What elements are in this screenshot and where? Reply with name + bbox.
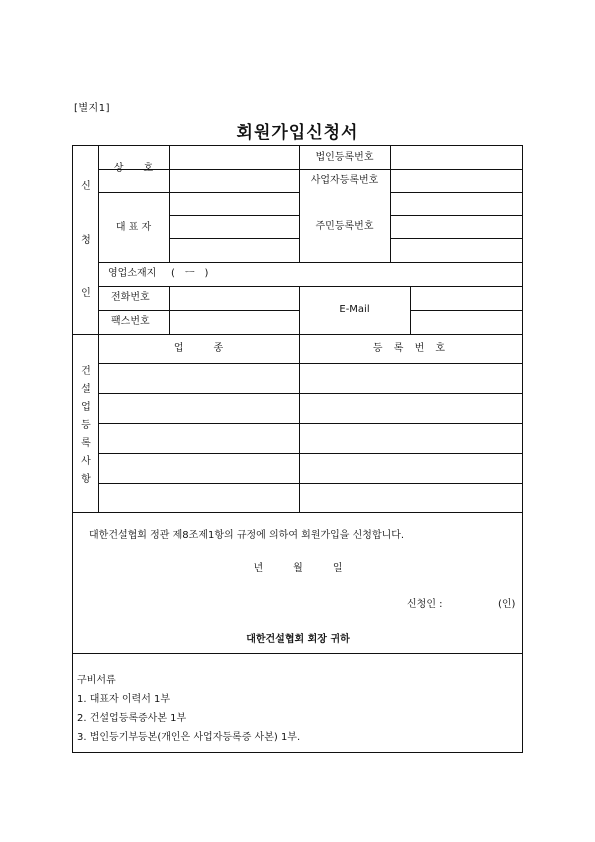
registration-side-label-3: 업	[81, 402, 91, 413]
industry-header: 업 종	[173, 343, 224, 354]
reg-no-field-2[interactable]	[300, 394, 522, 423]
office-address-label: 영업소재지	[108, 268, 157, 279]
phone-field[interactable]	[170, 287, 299, 310]
resident-reg-no-field[interactable]	[391, 193, 522, 262]
industry-field-1[interactable]	[99, 364, 299, 393]
applicant-signature-label: 신청인 :	[407, 599, 443, 610]
reg-no-field-1[interactable]	[300, 364, 522, 393]
registration-side-label-1: 건	[81, 366, 91, 377]
office-address-value: ( ㅡ )	[171, 268, 209, 279]
industry-field-4[interactable]	[99, 454, 299, 483]
business-reg-no-label: 사업자등록번호	[310, 175, 379, 186]
applicant-side-label-3: 인	[81, 288, 91, 299]
office-address-field[interactable]	[223, 263, 522, 286]
representative-field[interactable]	[170, 193, 299, 262]
resident-reg-no-label: 주민등록번호	[315, 221, 374, 232]
business-name-field[interactable]	[170, 147, 299, 192]
seal-mark: (인)	[498, 599, 516, 610]
business-reg-no-field[interactable]	[391, 170, 522, 192]
registration-side-label-2: 설	[81, 384, 91, 395]
corp-reg-no-field[interactable]	[391, 147, 522, 169]
rule-line	[73, 512, 523, 513]
industry-field-3[interactable]	[99, 424, 299, 453]
date-line: 년 월 일	[253, 563, 343, 574]
phone-label: 전화번호	[111, 292, 150, 303]
registration-side-label-7: 항	[81, 474, 91, 485]
reg-no-field-5[interactable]	[300, 484, 522, 512]
rule-line	[73, 334, 523, 335]
required-doc-item-3: 3. 법인등기부등본(개인은 사업자등록증 사본) 1부.	[77, 732, 301, 743]
industry-field-2[interactable]	[99, 394, 299, 423]
email-label: E-Mail	[339, 304, 370, 315]
reg-no-header: 등 록 번 호	[372, 343, 450, 354]
fax-label: 팩스번호	[111, 316, 150, 327]
fax-field[interactable]	[170, 311, 299, 334]
required-docs-heading: 구비서류	[77, 675, 116, 686]
addressee: 대한건설협회 회장 귀하	[246, 634, 350, 645]
email-field[interactable]	[411, 287, 522, 334]
rule-line	[73, 653, 523, 654]
application-form	[72, 145, 523, 753]
registration-side-label-6: 사	[81, 456, 91, 467]
business-name-label: 상 호	[113, 163, 154, 174]
reg-no-field-4[interactable]	[300, 454, 522, 483]
document-title: 회원가입신청서	[236, 123, 359, 143]
attachment-label: [별지1]	[74, 103, 110, 114]
applicant-side-label-2: 청	[81, 235, 91, 246]
registration-side-label-5: 록	[81, 438, 91, 449]
applicant-signature-field[interactable]	[458, 591, 496, 609]
declaration-text: 대한건설협회 정관 제8조제1항의 규정에 의하여 회원가입을 신청합니다.	[89, 530, 405, 541]
corp-reg-no-label: 법인등록번호	[315, 152, 374, 163]
required-doc-item-2: 2. 건설업등록증사본 1부	[77, 713, 187, 724]
representative-label: 대 표 자	[115, 222, 152, 233]
industry-field-5[interactable]	[99, 484, 299, 512]
applicant-side-label-1: 신	[81, 181, 91, 192]
required-doc-item-1: 1. 대표자 이력서 1부	[77, 694, 171, 705]
registration-side-label-4: 등	[81, 420, 91, 431]
reg-no-field-3[interactable]	[300, 424, 522, 453]
